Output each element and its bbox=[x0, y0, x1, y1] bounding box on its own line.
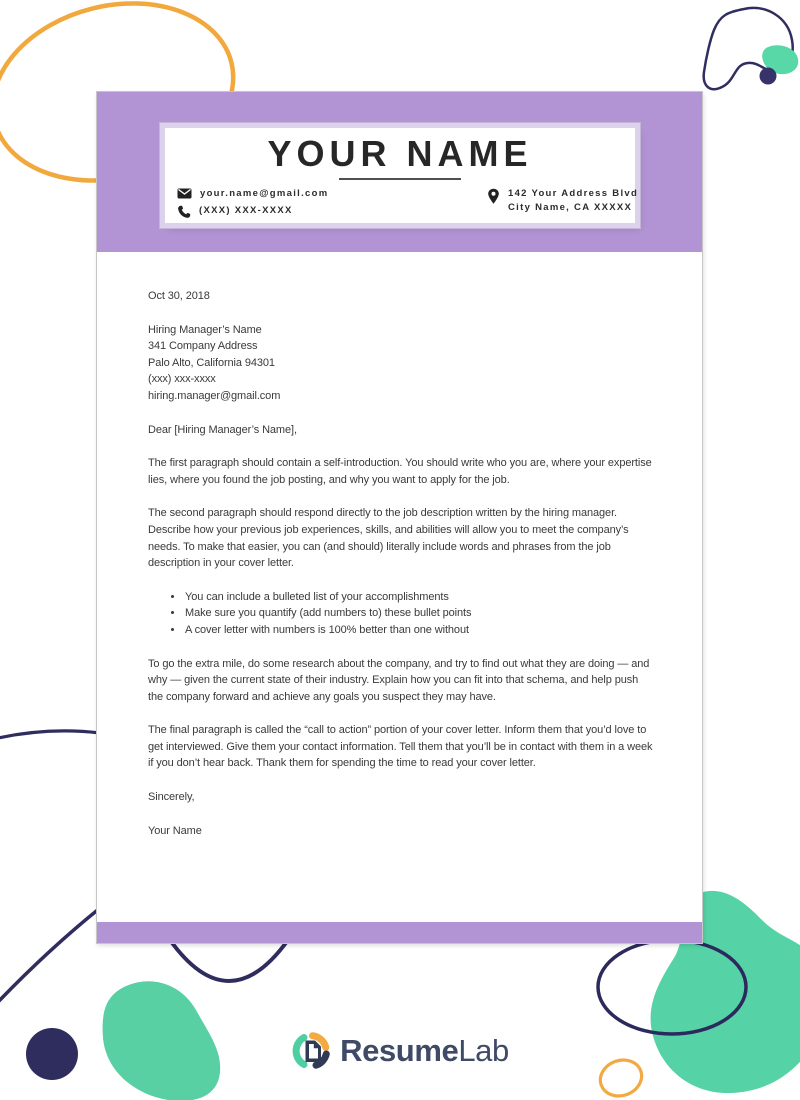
navy-arc-bottom-center bbox=[170, 940, 288, 981]
paragraph-4: The final paragraph is called the “call to action” portion of your cover letter. Inform them that you’d love to get interviewed. Give them your contact information. Tell them that you’ll be in contact with them in a week if you don’t hear back. Thank them for spending the time to read your cover letter. bbox=[148, 724, 653, 770]
letterhead-email bbox=[177, 188, 328, 199]
bullet-item: • A cover letter with numbers is 100% better than one without bbox=[184, 622, 655, 639]
bullet-item: • You can include a bulleted list of your accomplishments bbox=[184, 589, 655, 606]
paragraph-1: The first paragraph should contain a self-introduction. You should write who you are, where your expertise lies, where you found the job posting, and why you want to apply for the job. bbox=[148, 457, 652, 486]
phone-icon bbox=[177, 205, 191, 219]
letterhead-divider bbox=[339, 178, 461, 180]
logo-text-resume: Resume bbox=[340, 1033, 459, 1068]
paragraph-3: To go the extra mile, do some research about the company, and try to find out what they are doing — and why — given the current state of their industry. Explain how you can fit into that schema, and help push the company forward and achieve any goals you suspect they may have. bbox=[148, 657, 650, 703]
letterhead-address bbox=[487, 187, 638, 214]
salutation: Dear [Hiring Manager’s Name], bbox=[148, 423, 297, 436]
resumelab-logo-icon bbox=[291, 1031, 331, 1071]
recipient-address1: 341 Company Address bbox=[148, 340, 258, 353]
recipient-phone: (xxx) xxx-xxxx bbox=[148, 373, 216, 386]
letterhead-address-line1: 142 Your Address Blvd bbox=[508, 188, 639, 199]
navy-arc-left-upper bbox=[0, 731, 100, 738]
resumelab-logo bbox=[0, 1029, 800, 1073]
bullet-item: • Make sure you quantify (add numbers to) these bullet points bbox=[184, 605, 655, 622]
location-pin-icon bbox=[487, 188, 500, 205]
letterhead-email-text: your.name@gmail.com bbox=[200, 188, 329, 199]
letter-date: Oct 30, 2018 bbox=[148, 290, 210, 302]
footer-band bbox=[97, 922, 702, 943]
paragraph-2: The second paragraph should respond directly to the job description written by the hiring manager. Describe how your previous job experiences, skills, and abilities will allow you to meet the company’s needs. To make that easier, you can (and should) literally include words and phrases from the job description in your cover letter. bbox=[148, 507, 629, 570]
navy-dot bbox=[760, 68, 777, 85]
letterhead-address-line2: City Name, CA XXXXX bbox=[508, 201, 633, 213]
recipient-address2: Palo Alto, California 94301 bbox=[148, 356, 275, 369]
letterhead-phone bbox=[177, 205, 293, 219]
resumelab-logo-text bbox=[340, 1033, 509, 1069]
envelope-icon bbox=[177, 188, 192, 199]
cover-letter-document bbox=[96, 91, 703, 944]
bullet-list bbox=[148, 589, 655, 639]
logo-text-lab: Lab bbox=[458, 1033, 509, 1068]
recipient-block bbox=[148, 322, 655, 405]
signature: Your Name bbox=[148, 824, 202, 837]
letterhead-phone-text: (XXX) XXX-XXXX bbox=[199, 205, 293, 216]
recipient-name: Hiring Manager’s Name bbox=[148, 323, 262, 336]
letterhead-box bbox=[165, 128, 639, 223]
letter-body bbox=[148, 288, 655, 856]
letterhead-band bbox=[97, 92, 702, 252]
closing: Sincerely, bbox=[148, 791, 195, 804]
letterhead-name: YOUR NAME bbox=[267, 133, 533, 174]
navy-curve-left-lower bbox=[0, 908, 100, 1002]
recipient-email: hiring.manager@gmail.com bbox=[148, 389, 281, 402]
